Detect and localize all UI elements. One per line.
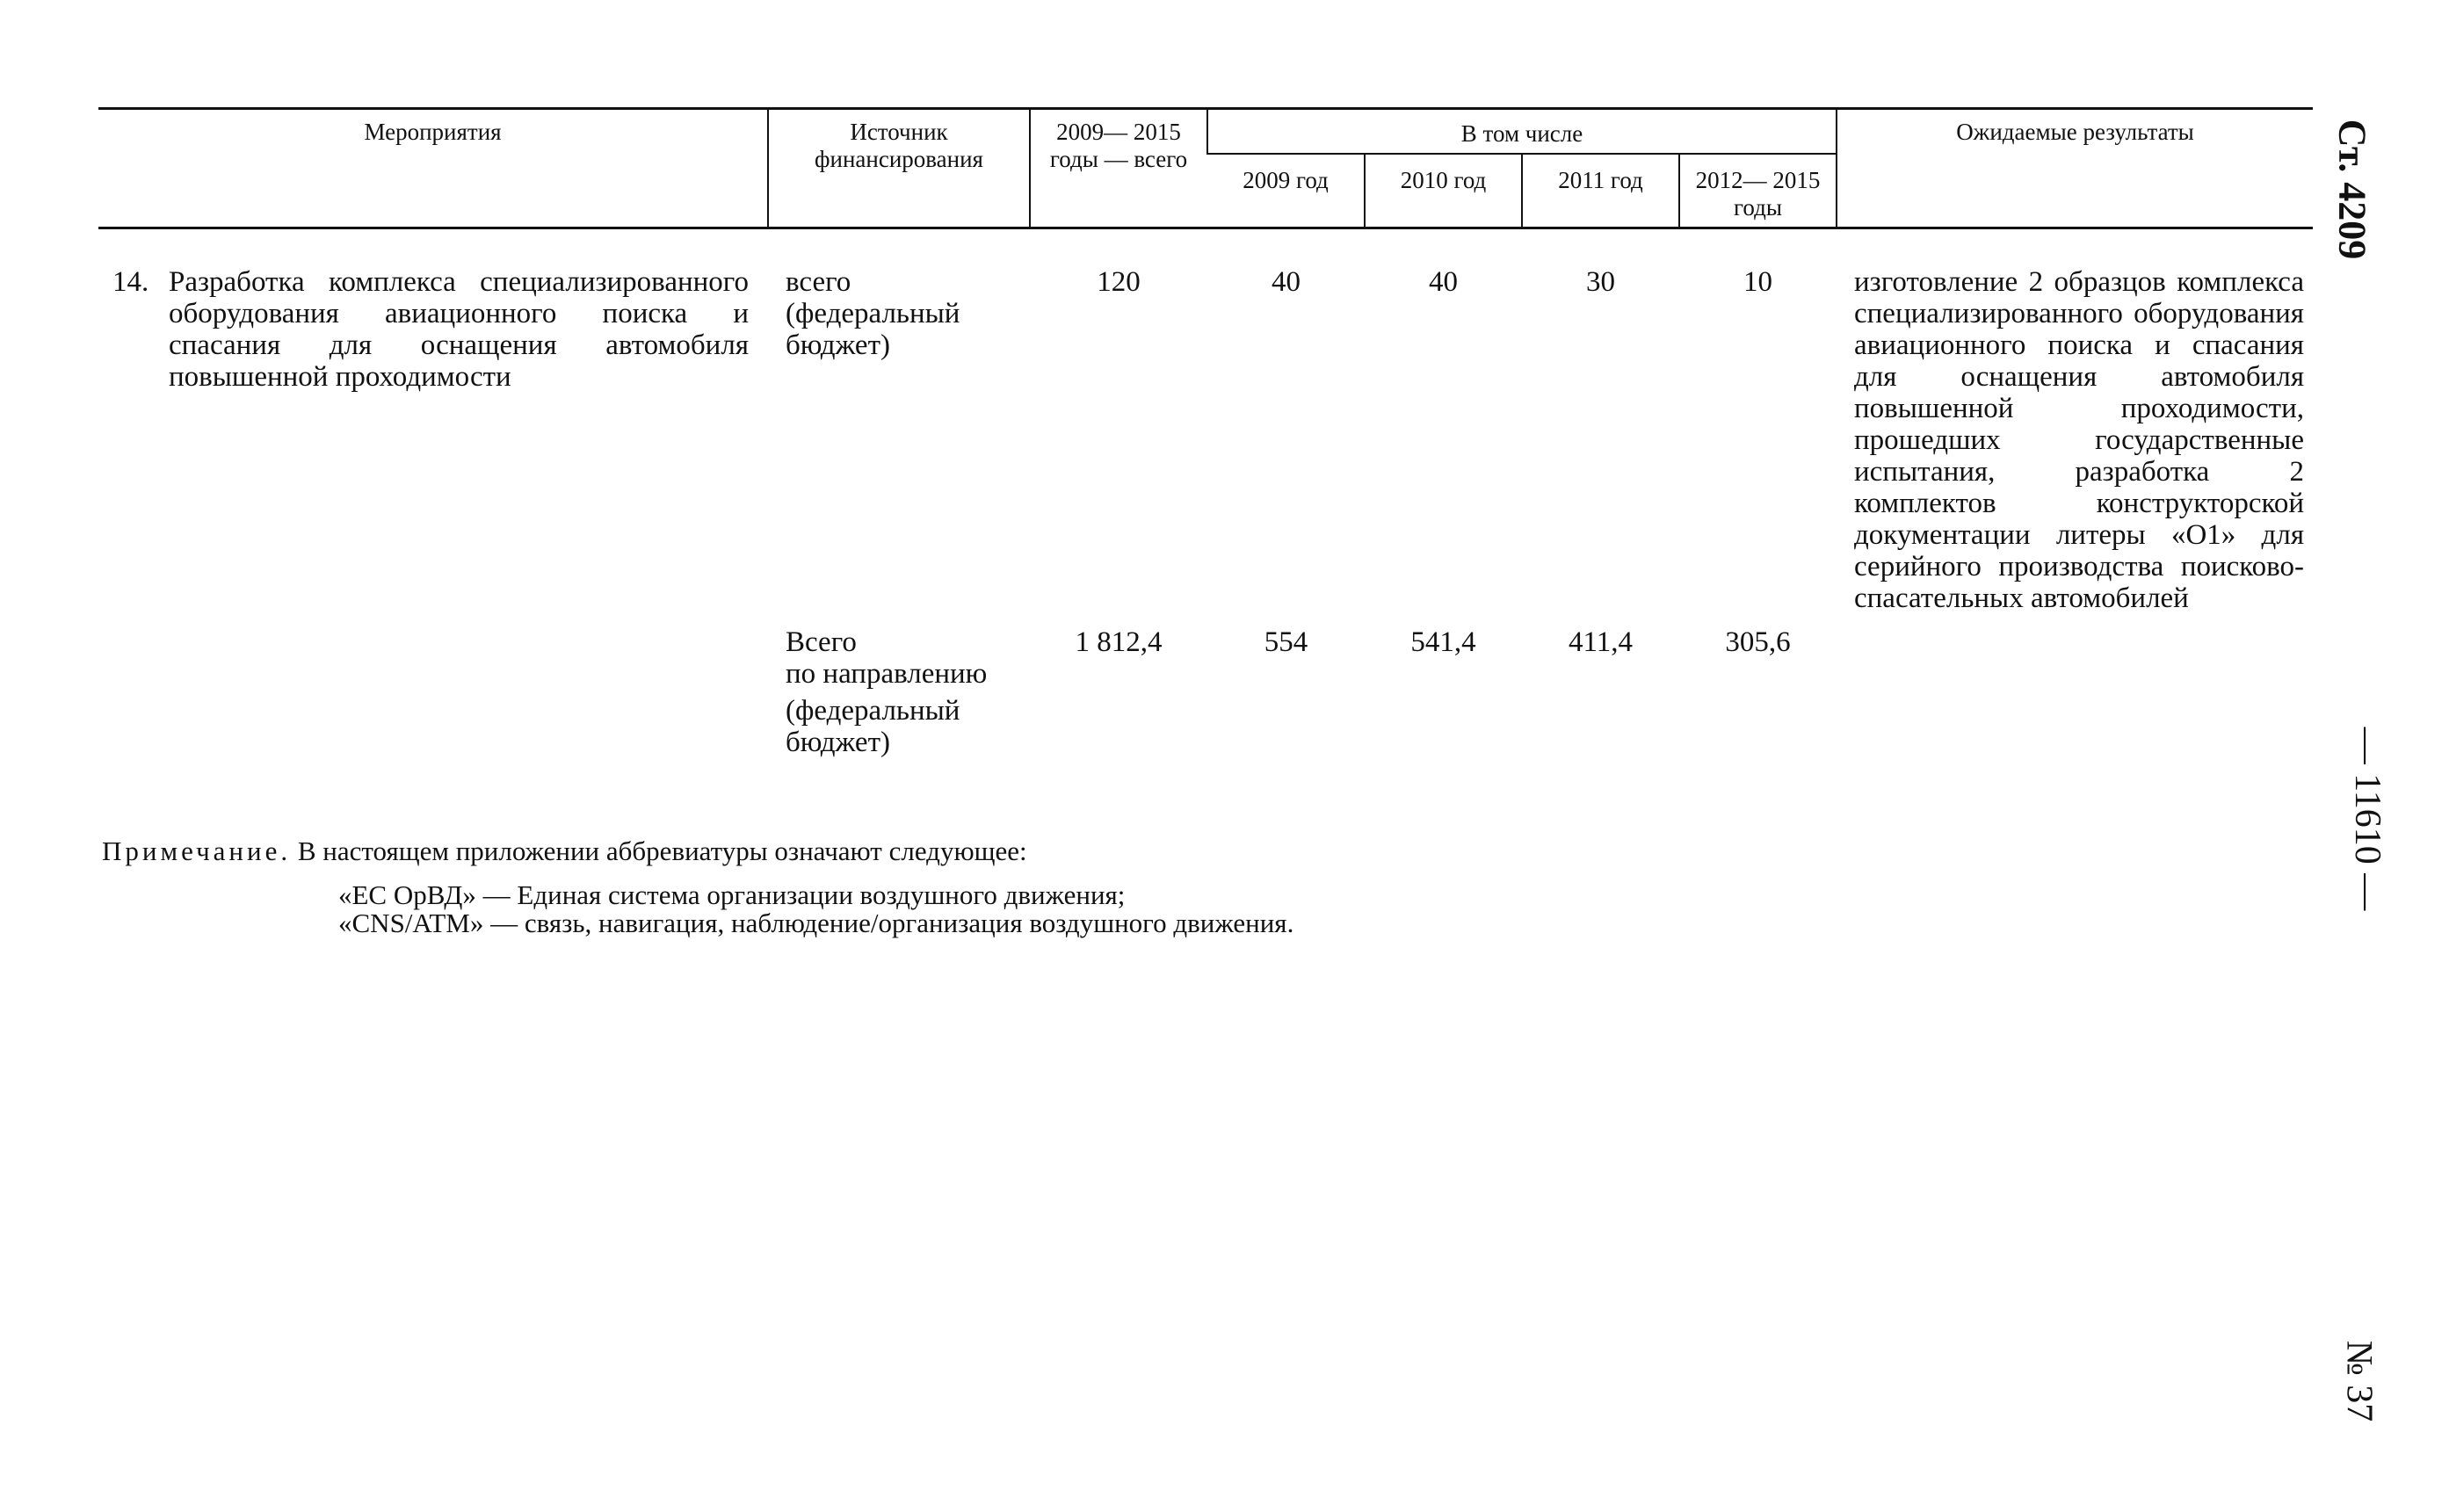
total-2011: 411,4 xyxy=(1568,626,1634,658)
article-number: Ст. 4209 xyxy=(2330,119,2374,260)
grand-total-value: 1 812,4 xyxy=(1075,626,1163,658)
total-source-line-2: по направлению xyxy=(786,658,988,690)
total-source-line-3: (федеральный бюджет) xyxy=(786,695,960,758)
header-2011: 2011 год xyxy=(1522,154,1679,228)
header-total: 2009— 2015 годы — всего xyxy=(1030,109,1207,228)
source-line-2: (федеральный бюджет) xyxy=(786,298,960,361)
value-2011: 30 xyxy=(1586,266,1615,298)
issue-number: № 37 xyxy=(2338,1340,2380,1422)
header-source: Источник финансирования xyxy=(768,109,1030,228)
total-source-cell xyxy=(768,614,1030,758)
total-source-line-1: Всего xyxy=(786,626,857,658)
total-2012-2015: 305,6 xyxy=(1725,626,1791,658)
abbreviation-item: «CNS/ATM» — связь, навигация, наблюдение/организация воздушного движения. xyxy=(338,908,1294,938)
abbreviations-list xyxy=(338,881,1293,937)
header-row-main xyxy=(98,109,2313,155)
event-number: 14. xyxy=(112,266,149,298)
empty-cell xyxy=(1837,614,2313,758)
note-text: В настоящем приложении аббревиатуры означают следующее: xyxy=(297,836,1027,866)
empty-cell xyxy=(98,614,768,758)
header-results: Ожидаемые результаты xyxy=(1837,109,2313,228)
source-cell xyxy=(768,228,1030,615)
header-including: В том числе xyxy=(1207,109,1837,155)
total-value: 120 xyxy=(1097,266,1141,298)
note-label: Примечание. xyxy=(102,836,292,866)
page-number: — 11610 — xyxy=(2347,727,2388,911)
table-row xyxy=(98,228,2313,615)
table-row-total xyxy=(98,614,2313,758)
header-2009: 2009 год xyxy=(1207,154,1365,228)
event-text: Разработка комплекса специализированного оборудования авиационного поиска и спасания для оснащения автомобиля повышенной проходимости xyxy=(169,266,749,393)
abbreviation-item: «ЕС ОрВД» — Единая система организации воздушного движения; xyxy=(338,879,1126,910)
total-2010: 541,4 xyxy=(1410,626,1476,658)
event-cell xyxy=(98,228,768,615)
value-2012-2015: 10 xyxy=(1743,266,1772,298)
result-cell xyxy=(1837,228,2313,615)
result-text: изготовление 2 образцов комплекса специализированного оборудования авиационного поиска и спасания для оснащения автомобиля повышенной проходимости, прошедших государственные испытания, разработка 2 комплектов конструкторской документации литеры «О1» для серийного производства поисково-спасательных автомобилей xyxy=(1854,266,2304,614)
header-2012-2015: 2012— 2015 годы xyxy=(1679,154,1837,228)
program-table-container xyxy=(98,107,2313,758)
program-table xyxy=(98,107,2313,758)
note xyxy=(102,838,1027,865)
source-line-1: всего xyxy=(786,266,851,298)
header-events: Мероприятия xyxy=(98,109,768,228)
header-2010: 2010 год xyxy=(1365,154,1522,228)
total-2009: 554 xyxy=(1264,626,1308,658)
value-2009: 40 xyxy=(1272,266,1301,298)
value-2010: 40 xyxy=(1429,266,1458,298)
